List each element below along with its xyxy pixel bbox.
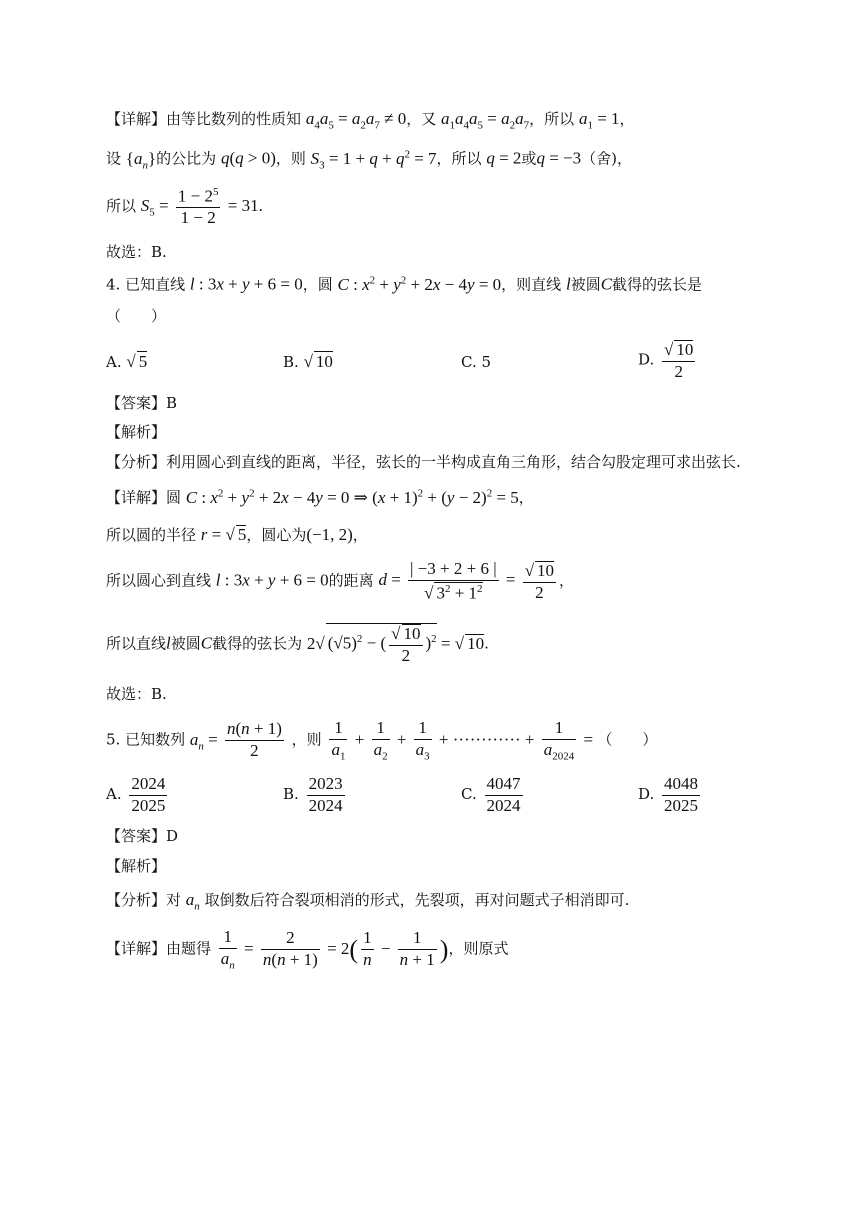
text: ，所以: [436, 149, 482, 168]
fraction: $\frac{√ 10}{2}$: [391, 624, 421, 665]
fraction: $\frac{n(n + 1)}{2}$: [226, 719, 282, 761]
q4-analysis: 【解析】: [106, 423, 167, 441]
q4-option-d: [638, 340, 698, 381]
formula: $a_1 = 1$: [578, 109, 620, 132]
text: 取倒数后符合裂项相消的形式，先裂项，再对问题式子相消即可.: [204, 891, 630, 909]
fraction: $\frac{1}{a_3}$: [415, 718, 430, 763]
text: 所以圆的半径: [106, 526, 197, 544]
text: 所以: [106, 196, 137, 215]
text: 或: [521, 149, 537, 168]
q4-conclusion: 故选：B.: [106, 685, 167, 703]
text: ，则直线: [501, 275, 562, 294]
q5-option-a: [106, 775, 170, 815]
prev-detail-line-1: 【详解】由等比数列的性质知 $a_4a_5 = a_2a_7 \ne 0$，又 $a_1a_4a_5 = a_2a_7$，所以 $a_1 = 1$，: [106, 109, 635, 132]
fraction: $\frac{2}{n(n + 1)}$: [262, 928, 318, 970]
formula: C : $x^2 + y^2 + 2x - 4y = 0$: [337, 274, 502, 294]
formula: l : 3x + y + 6 = 0: [215, 570, 329, 590]
text: 被圆: [570, 275, 601, 294]
formula: d = $\frac{| -3 + 2 + 6 |}{√ 3^2 + 1^2}$ = $\frac{√ 10}{2}$: [378, 559, 555, 603]
text: 设: [106, 149, 122, 168]
q4-fenxi: 【分析】利用圆心到直线的距离，半径，弦长的一半构成直角三角形，结合勾股定理可求出弦长.: [106, 453, 741, 471]
formula: 2√ $(√5)^2$ − ( $\frac{√ 10}{2}$ )$^2$ = √ 10: [306, 624, 485, 665]
formula: $S_3 = 1 + q + q^2 = 7$: [310, 148, 437, 172]
text: .: [484, 634, 489, 653]
q4-chord: [106, 623, 489, 665]
prev-detail-line-3: [106, 186, 263, 228]
fraction: $\frac{2023}{2024}$: [308, 774, 343, 815]
formula: √ 10: [303, 352, 333, 371]
text: 【分析】对: [106, 891, 182, 909]
text: 截得的弦长是: [612, 275, 703, 294]
formula: $S_5$ = $\frac{1 - 2^5}{1 - 2}$ = 31.: [140, 186, 263, 228]
formula: q = −3: [536, 148, 582, 168]
formula: [659, 340, 698, 381]
text: ，则: [275, 149, 306, 168]
text: 【详解】由题得: [106, 939, 212, 958]
q4-option-c: C. 5: [461, 353, 492, 371]
q4-radius: [106, 525, 368, 543]
fraction: $\frac{1 - 2^5}{1 - 2}$: [177, 186, 219, 228]
text: 的公比为: [156, 149, 217, 168]
fraction: $\frac{1}{a_n}$: [220, 927, 235, 972]
fraction: $\frac{1}{n + 1}$: [399, 928, 435, 970]
q4-paren: （ ）: [106, 307, 167, 325]
text: ，: [352, 526, 368, 544]
detail-label: 【详解】: [106, 110, 167, 128]
q5-analysis: 【解析】: [106, 857, 167, 875]
fraction: $\frac{√ 10}{2}$: [524, 560, 555, 602]
option-label: B.: [283, 785, 299, 804]
q4-option-b: [283, 351, 333, 372]
formula: C: [600, 274, 613, 294]
q5-stem: [106, 719, 657, 762]
q5-fenxi: [106, 891, 629, 912]
text: （舍)，: [581, 149, 632, 168]
formula: [659, 774, 703, 815]
text: （ ）: [597, 730, 658, 749]
formula: q = 2: [486, 148, 522, 168]
fraction: $\frac{√ 10}{2}$: [664, 340, 694, 381]
text: 被圆: [170, 634, 201, 653]
fraction: $\frac{1}{a_2}$: [373, 718, 388, 763]
text: 所以直线: [106, 634, 167, 653]
q4-answer: 【答案】B: [106, 394, 178, 412]
option-label: D.: [638, 785, 655, 804]
formula: $a_1a_4a_5 = a_2a_7$: [441, 109, 530, 132]
q5-option-b: [283, 775, 348, 815]
formula: √ 5: [126, 352, 148, 371]
text: 4. 已知直线: [106, 275, 186, 294]
text: ，圆心为: [246, 526, 307, 544]
option-label: B.: [283, 353, 299, 371]
fraction: $\frac{1}{a_1}$: [331, 718, 346, 763]
fraction: $\frac{2024}{2025}$: [131, 774, 166, 815]
q5-answer: 【答案】D: [106, 827, 179, 845]
text: ，所以: [529, 110, 575, 128]
text: 【详解】圆: [106, 488, 182, 507]
prev-detail-line-2: [106, 149, 632, 171]
formula: [126, 774, 170, 815]
text: ，则: [291, 730, 322, 749]
formula: $a_4a_5 = a_2a_7 \ne 0$: [305, 109, 407, 132]
fraction: $\frac{4047}{2024}$: [486, 774, 521, 815]
text: 截得的弦长为: [212, 634, 303, 653]
formula: l: [565, 274, 571, 294]
formula: r = √ 5: [200, 525, 247, 544]
formula: $\frac{1}{a_1}$ + $\frac{1}{a_2}$ + $\frac{1}{a_3}$ + ············ + $\frac{1}{a_{2024}}$ =: [331, 718, 598, 763]
text: 所以圆心到直线: [106, 571, 212, 590]
fraction: $\frac{| -3 + 2 + 6 |}{√ 3^2 + 1^2}$: [410, 559, 497, 603]
option-label: D.: [638, 350, 655, 369]
option-label: C.: [461, 785, 477, 804]
text: ，圆: [302, 275, 333, 294]
formula: $a_n$ = $\frac{n(n + 1)}{2}$: [189, 719, 282, 761]
text: 由等比数列的性质知: [166, 110, 302, 128]
q4-distance: [106, 560, 574, 603]
fraction: $\frac{1}{a_{2024}}$: [543, 718, 575, 763]
formula: l : 3x + y + 6 = 0: [189, 274, 303, 294]
formula: $\{a_n\}$: [125, 148, 157, 172]
formula: (−1, 2): [306, 525, 353, 544]
text: 5. 已知数列: [106, 730, 186, 749]
formula: $\frac{1}{a_n}$ = $\frac{2}{n(n + 1)}$ = 2( $\frac{1}{n}$ − $\frac{1}{n + 1}$ ): [220, 927, 449, 972]
prev-conclusion: 故选：B.: [106, 243, 167, 261]
text: 的距离: [328, 571, 374, 590]
formula: C: [200, 633, 213, 653]
q5-option-d: [638, 775, 703, 815]
option-label: A.: [106, 785, 122, 804]
formula: [482, 774, 526, 815]
text: ，: [559, 571, 575, 590]
q4-stem: [106, 275, 702, 293]
q5-detail: [106, 928, 508, 971]
text: ，又: [406, 110, 437, 128]
formula: $a_n$: [185, 890, 200, 913]
option-label: A.: [106, 353, 122, 371]
q4-detail: 【详解】圆 C : $x^2 + y^2 + 2x - 4y = 0$ ⇒ $(x + 1)^2 + (y - 2)^2 = 5$，: [106, 487, 534, 507]
text: ，则原式: [448, 939, 509, 958]
q4-option-a: [106, 351, 147, 372]
formula: l: [166, 633, 171, 653]
formula: [304, 774, 348, 815]
fraction: $\frac{1}{n}$: [363, 928, 372, 970]
fraction: $\frac{4048}{2025}$: [664, 774, 699, 815]
formula: C : $x^2 + y^2 + 2x - 4y = 0$ ⇒ $(x + 1)^2 + (y - 2)^2 = 5$: [185, 487, 519, 507]
formula: q(q > 0): [220, 148, 276, 168]
q5-option-c: [461, 775, 526, 815]
